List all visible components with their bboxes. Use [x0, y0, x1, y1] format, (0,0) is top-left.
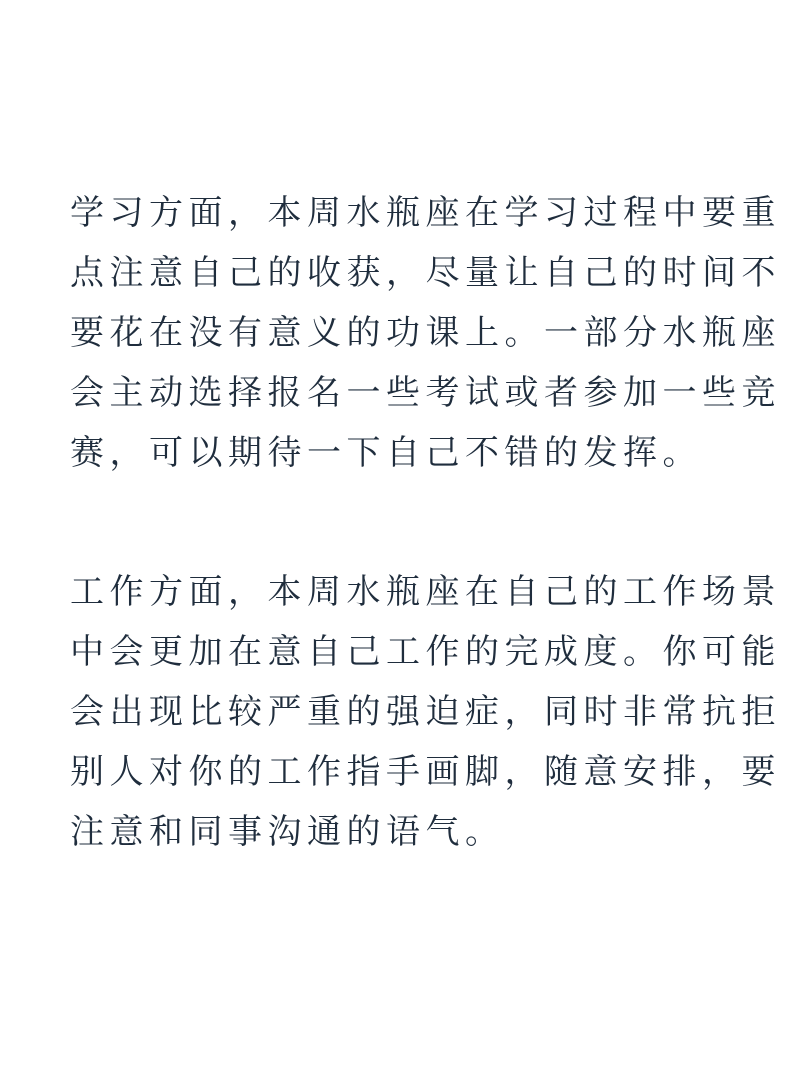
paragraph-work [70, 562, 781, 862]
text-line: 注意和同事沟通的语气。 [70, 812, 505, 852]
text-line: 要花在没有意义的功课上。一部分水瓶座 [70, 313, 781, 353]
text-line: 工作方面，本周水瓶座在自己的工作场景 [70, 572, 781, 612]
text-line: 会出现比较严重的强迫症，同时非常抗拒 [70, 692, 781, 732]
text-line: 别人对你的工作指手画脚，随意安排，要 [70, 752, 781, 792]
text-line: 中会更加在意自己工作的完成度。你可能 [70, 632, 781, 672]
text-line: 点注意自己的收获，尽量让自己的时间不 [70, 253, 781, 293]
paragraph-study [70, 183, 781, 483]
text-line: 赛，可以期待一下自己不错的发挥。 [70, 433, 702, 473]
text-line: 学习方面，本周水瓶座在学习过程中要重 [70, 193, 781, 233]
text-line: 会主动选择报名一些考试或者参加一些竞 [70, 373, 781, 413]
